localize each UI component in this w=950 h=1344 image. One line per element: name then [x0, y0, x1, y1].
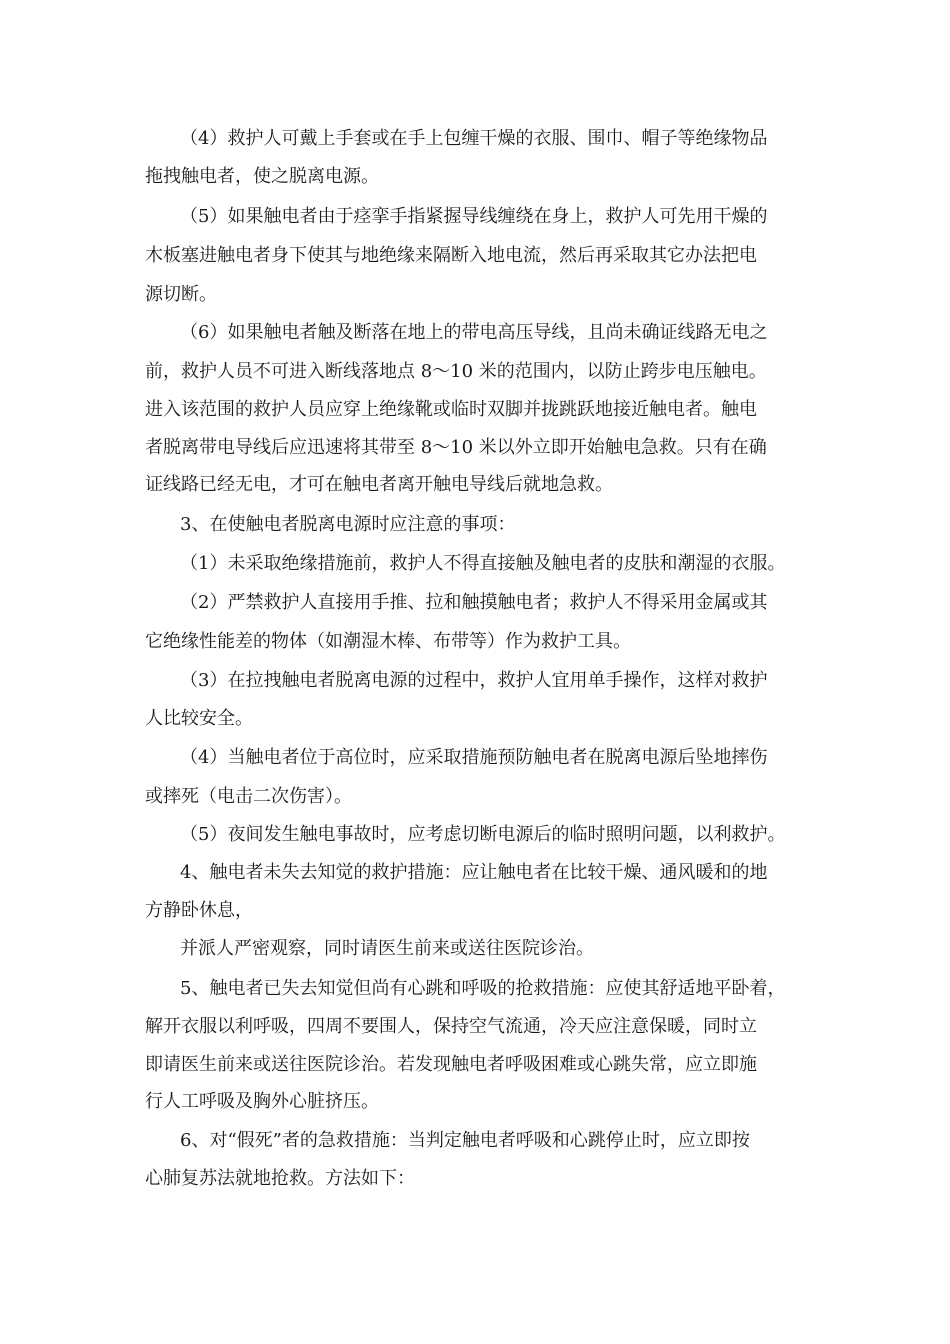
text-line: 人比较安全。	[145, 708, 253, 729]
text-line: （5）夜间发生触电事故时，应考虑切断电源后的临时照明问题，以利救护。	[180, 824, 786, 845]
text-line: 它绝缘性能差的物体（如潮湿木棒、布带等）作为救护工具。	[145, 631, 631, 652]
text-line: （2）严禁救护人直接用手推、拉和触摸触电者；救护人不得采用金属或其	[180, 592, 768, 613]
text-line: （6）如果触电者触及断落在地上的带电高压导线，且尚未确证线路无电之	[180, 322, 768, 343]
section-heading: 5、触电者已失去知觉但尚有心跳和呼吸的抢救措施：应使其舒适地平卧着，	[180, 978, 786, 999]
text-line: （4）救护人可戴上手套或在手上包缠干燥的衣服、围巾、帽子等绝缘物品	[180, 128, 768, 149]
text-line: 并派人严密观察，同时请医生前来或送往医院诊治。	[180, 938, 594, 959]
text-line: 前，救护人员不可进入断线落地点 8～10 米的范围内，以防止跨步电压触电。	[145, 361, 767, 382]
text-line: 者脱离带电导线后应迅速将其带至 8～10 米以外立即开始触电急救。只有在确	[145, 437, 767, 458]
text-line: 拖拽触电者，使之脱离电源。	[145, 166, 379, 187]
section-heading: 4、触电者未失去知觉的救护措施：应让触电者在比较干燥、通风暖和的地	[180, 862, 768, 883]
section-heading: 3、在使触电者脱离电源时应注意的事项：	[180, 514, 516, 535]
text-line: （4）当触电者位于高位时，应采取措施预防触电者在脱离电源后坠地摔伤	[180, 747, 768, 768]
text-line: 心肺复苏法就地抢救。方法如下：	[145, 1168, 415, 1189]
text-line: 证线路已经无电，才可在触电者离开触电导线后就地急救。	[145, 474, 613, 495]
text-line: 解开衣服以利呼吸，四周不要围人，保持空气流通，冷天应注意保暖，同时立	[145, 1016, 757, 1037]
text-line: 即请医生前来或送往医院诊治。若发现触电者呼吸困难或心跳失常，应立即施	[145, 1054, 757, 1075]
text-line: 源切断。	[145, 284, 217, 305]
text-line: 方静卧休息，	[145, 900, 253, 921]
text-line: 行人工呼吸及胸外心脏挤压。	[145, 1091, 379, 1112]
section-heading: 6、对“假死”者的急救措施：当判定触电者呼吸和心跳停止时，应立即按	[180, 1130, 750, 1151]
text-line: 或摔死（电击二次伤害）。	[145, 786, 352, 807]
text-line: （1）未采取绝缘措施前，救护人不得直接触及触电者的皮肤和潮湿的衣服。	[180, 553, 786, 574]
text-line: 进入该范围的救护人员应穿上绝缘靴或临时双脚并拢跳跃地接近触电者。触电	[145, 399, 757, 420]
text-line: （3）在拉拽触电者脱离电源的过程中，救护人宜用单手操作，这样对救护	[180, 670, 768, 691]
text-line: 木板塞进触电者身下使其与地绝缘来隔断入地电流，然后再采取其它办法把电	[145, 245, 757, 266]
text-line: （5）如果触电者由于痉挛手指紧握导线缠绕在身上，救护人可先用干燥的	[180, 206, 768, 227]
